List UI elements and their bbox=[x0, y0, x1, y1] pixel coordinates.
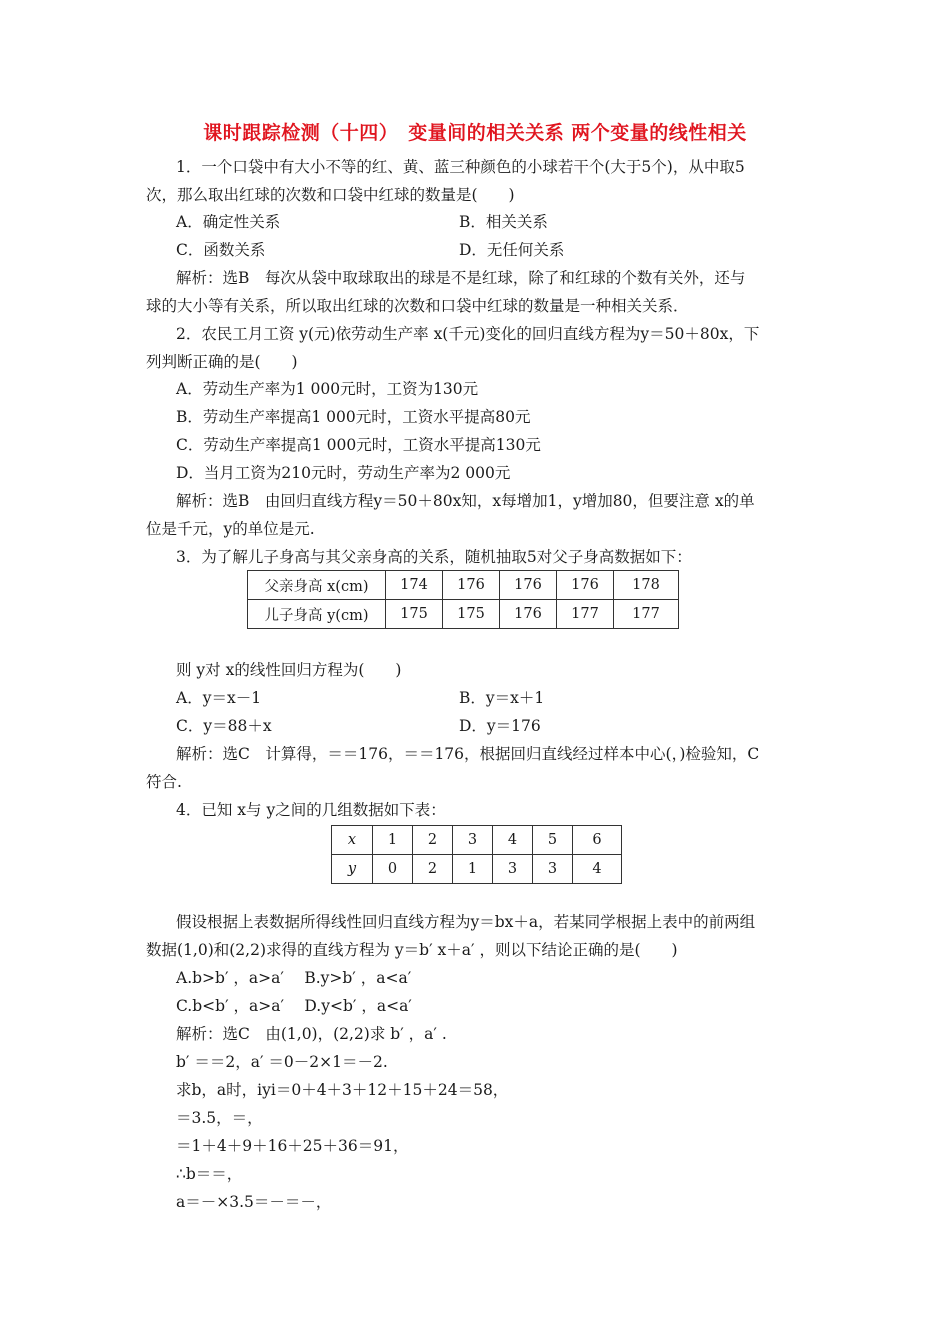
q2-solution-line2: 位是千元，y的单位是元. bbox=[146, 520, 315, 538]
q2-stem-line2: 列判断正确的是( ) bbox=[146, 353, 298, 371]
q3-option-d: D．y＝176 bbox=[459, 717, 541, 735]
table-row bbox=[248, 600, 679, 629]
table-cell: 2 bbox=[413, 855, 453, 884]
table-cell: 1 bbox=[373, 826, 413, 855]
q3-option-a: A．y＝x－1 bbox=[176, 689, 262, 707]
q1-option-d: D．无任何关系 bbox=[459, 241, 565, 259]
table-cell: 175 bbox=[386, 600, 443, 629]
q3-stem-line2: 则 y对 x的线性回归方程为( ) bbox=[176, 661, 402, 679]
q4-options-ab: A.b>b′ ，a>a′ B.y>b′ ，a<a′ bbox=[176, 969, 412, 987]
q4-solution-line2: b′ ＝＝2，a′ ＝0－2×1＝－2. bbox=[176, 1053, 388, 1071]
table-cell: 5 bbox=[533, 826, 573, 855]
page-title: 课时跟踪检测（十四） 变量间的相关关系 两个变量的线性相关 bbox=[203, 122, 747, 144]
q3-solution-line2: 符合. bbox=[146, 773, 182, 791]
table-cell: 0 bbox=[373, 855, 413, 884]
table-row-label: 父亲身高 x(cm) bbox=[248, 571, 386, 600]
q4-solution-line1: 解析：选C 由(1,0)，(2,2)求 b′ ，a′ . bbox=[176, 1025, 447, 1043]
q1-stem-line1: 1．一个口袋中有大小不等的红、黄、蓝三种颜色的小球若干个(大于5个)，从中取5 bbox=[176, 158, 745, 176]
table-cell: 176 bbox=[557, 571, 614, 600]
q1-stem-line2: 次，那么取出红球的次数和口袋中红球的数量是( ) bbox=[146, 186, 515, 204]
q1-solution-line2: 球的大小等有关系，所以取出红球的次数和口袋中红球的数量是一种相关关系． bbox=[146, 297, 689, 315]
q2-stem-line1: 2．农民工月工资 y(元)依劳动生产率 x(千元)变化的回归直线方程为y＝50＋80x，下 bbox=[176, 325, 760, 343]
q4-data-table bbox=[331, 825, 622, 884]
q4-stem-line1: 4．已知 x与 y之间的几组数据如下表： bbox=[176, 801, 446, 819]
q2-option-b: B．劳动生产率提高1 000元时，工资水平提高80元 bbox=[176, 408, 531, 426]
table-cell: 3 bbox=[493, 855, 533, 884]
table-cell: 4 bbox=[573, 855, 622, 884]
table-cell: 175 bbox=[443, 600, 500, 629]
q4-solution-line3: 求b，a时，iyi＝0＋4＋3＋12＋15＋24＝58， bbox=[176, 1081, 509, 1099]
q4-solution-line4: ＝3.5，＝， bbox=[176, 1109, 263, 1127]
q3-option-c: C．y＝88＋x bbox=[176, 717, 272, 735]
q1-option-b: B．相关关系 bbox=[459, 213, 548, 231]
table-row-label: 儿子身高 y(cm) bbox=[248, 600, 386, 629]
table-cell: 4 bbox=[493, 826, 533, 855]
q4-solution-line5: ＝1＋4＋9＋16＋25＋36＝91， bbox=[176, 1137, 409, 1155]
table-cell: 3 bbox=[453, 826, 493, 855]
q1-option-c: C．函数关系 bbox=[176, 241, 266, 259]
table-cell: 177 bbox=[614, 600, 679, 629]
table-cell: 3 bbox=[533, 855, 573, 884]
table-row-label: y bbox=[332, 855, 373, 884]
table-row-label: x bbox=[332, 826, 373, 855]
table-cell: 176 bbox=[500, 600, 557, 629]
q2-option-a: A．劳动生产率为1 000元时，工资为130元 bbox=[176, 380, 479, 398]
q2-option-c: C．劳动生产率提高1 000元时，工资水平提高130元 bbox=[176, 436, 541, 454]
q4-solution-line7: a＝－×3.5＝－＝－， bbox=[176, 1193, 332, 1211]
table-cell: 176 bbox=[443, 571, 500, 600]
table-cell: 178 bbox=[614, 571, 679, 600]
q3-height-table bbox=[247, 570, 679, 629]
q4-options-cd: C.b<b′ ，a>a′ D.y<b′ ，a<a′ bbox=[176, 997, 412, 1015]
table-row bbox=[248, 571, 679, 600]
table-cell: 1 bbox=[453, 855, 493, 884]
table-cell: 174 bbox=[386, 571, 443, 600]
q4-stem-line3: 数据(1,0)和(2,2)求得的直线方程为 y＝b′ x＋a′ ，则以下结论正确的是( ) bbox=[146, 941, 678, 959]
q1-solution-line1: 解析：选B 每次从袋中取球取出的球是不是红球，除了和红球的个数有关外，还与 bbox=[176, 269, 746, 287]
table-row bbox=[332, 855, 622, 884]
q3-option-b: B．y＝x＋1 bbox=[459, 689, 545, 707]
q2-option-d: D．当月工资为210元时，劳动生产率为2 000元 bbox=[176, 464, 511, 482]
table-cell: 6 bbox=[573, 826, 622, 855]
q2-solution-line1: 解析：选B 由回归直线方程y＝50＋80x知，x每增加1，y增加80，但要注意 x的单 bbox=[176, 492, 755, 510]
table-cell: 176 bbox=[500, 571, 557, 600]
q1-option-a: A．确定性关系 bbox=[176, 213, 281, 231]
table-cell: 2 bbox=[413, 826, 453, 855]
table-cell: 177 bbox=[557, 600, 614, 629]
q4-stem-line2: 假设根据上表数据所得线性回归直线方程为y＝bx＋a，若某同学根据上表中的前两组 bbox=[176, 913, 756, 931]
table-row bbox=[332, 826, 622, 855]
q4-solution-line6: ∴b＝＝， bbox=[176, 1165, 243, 1183]
q3-solution-line1: 解析：选C 计算得，＝＝176，＝＝176，根据回归直线经过样本中心(，)检验知，C bbox=[176, 745, 760, 763]
q3-stem-line1: 3．为了解儿子身高与其父亲身高的关系，随机抽取5对父子身高数据如下： bbox=[176, 548, 692, 566]
